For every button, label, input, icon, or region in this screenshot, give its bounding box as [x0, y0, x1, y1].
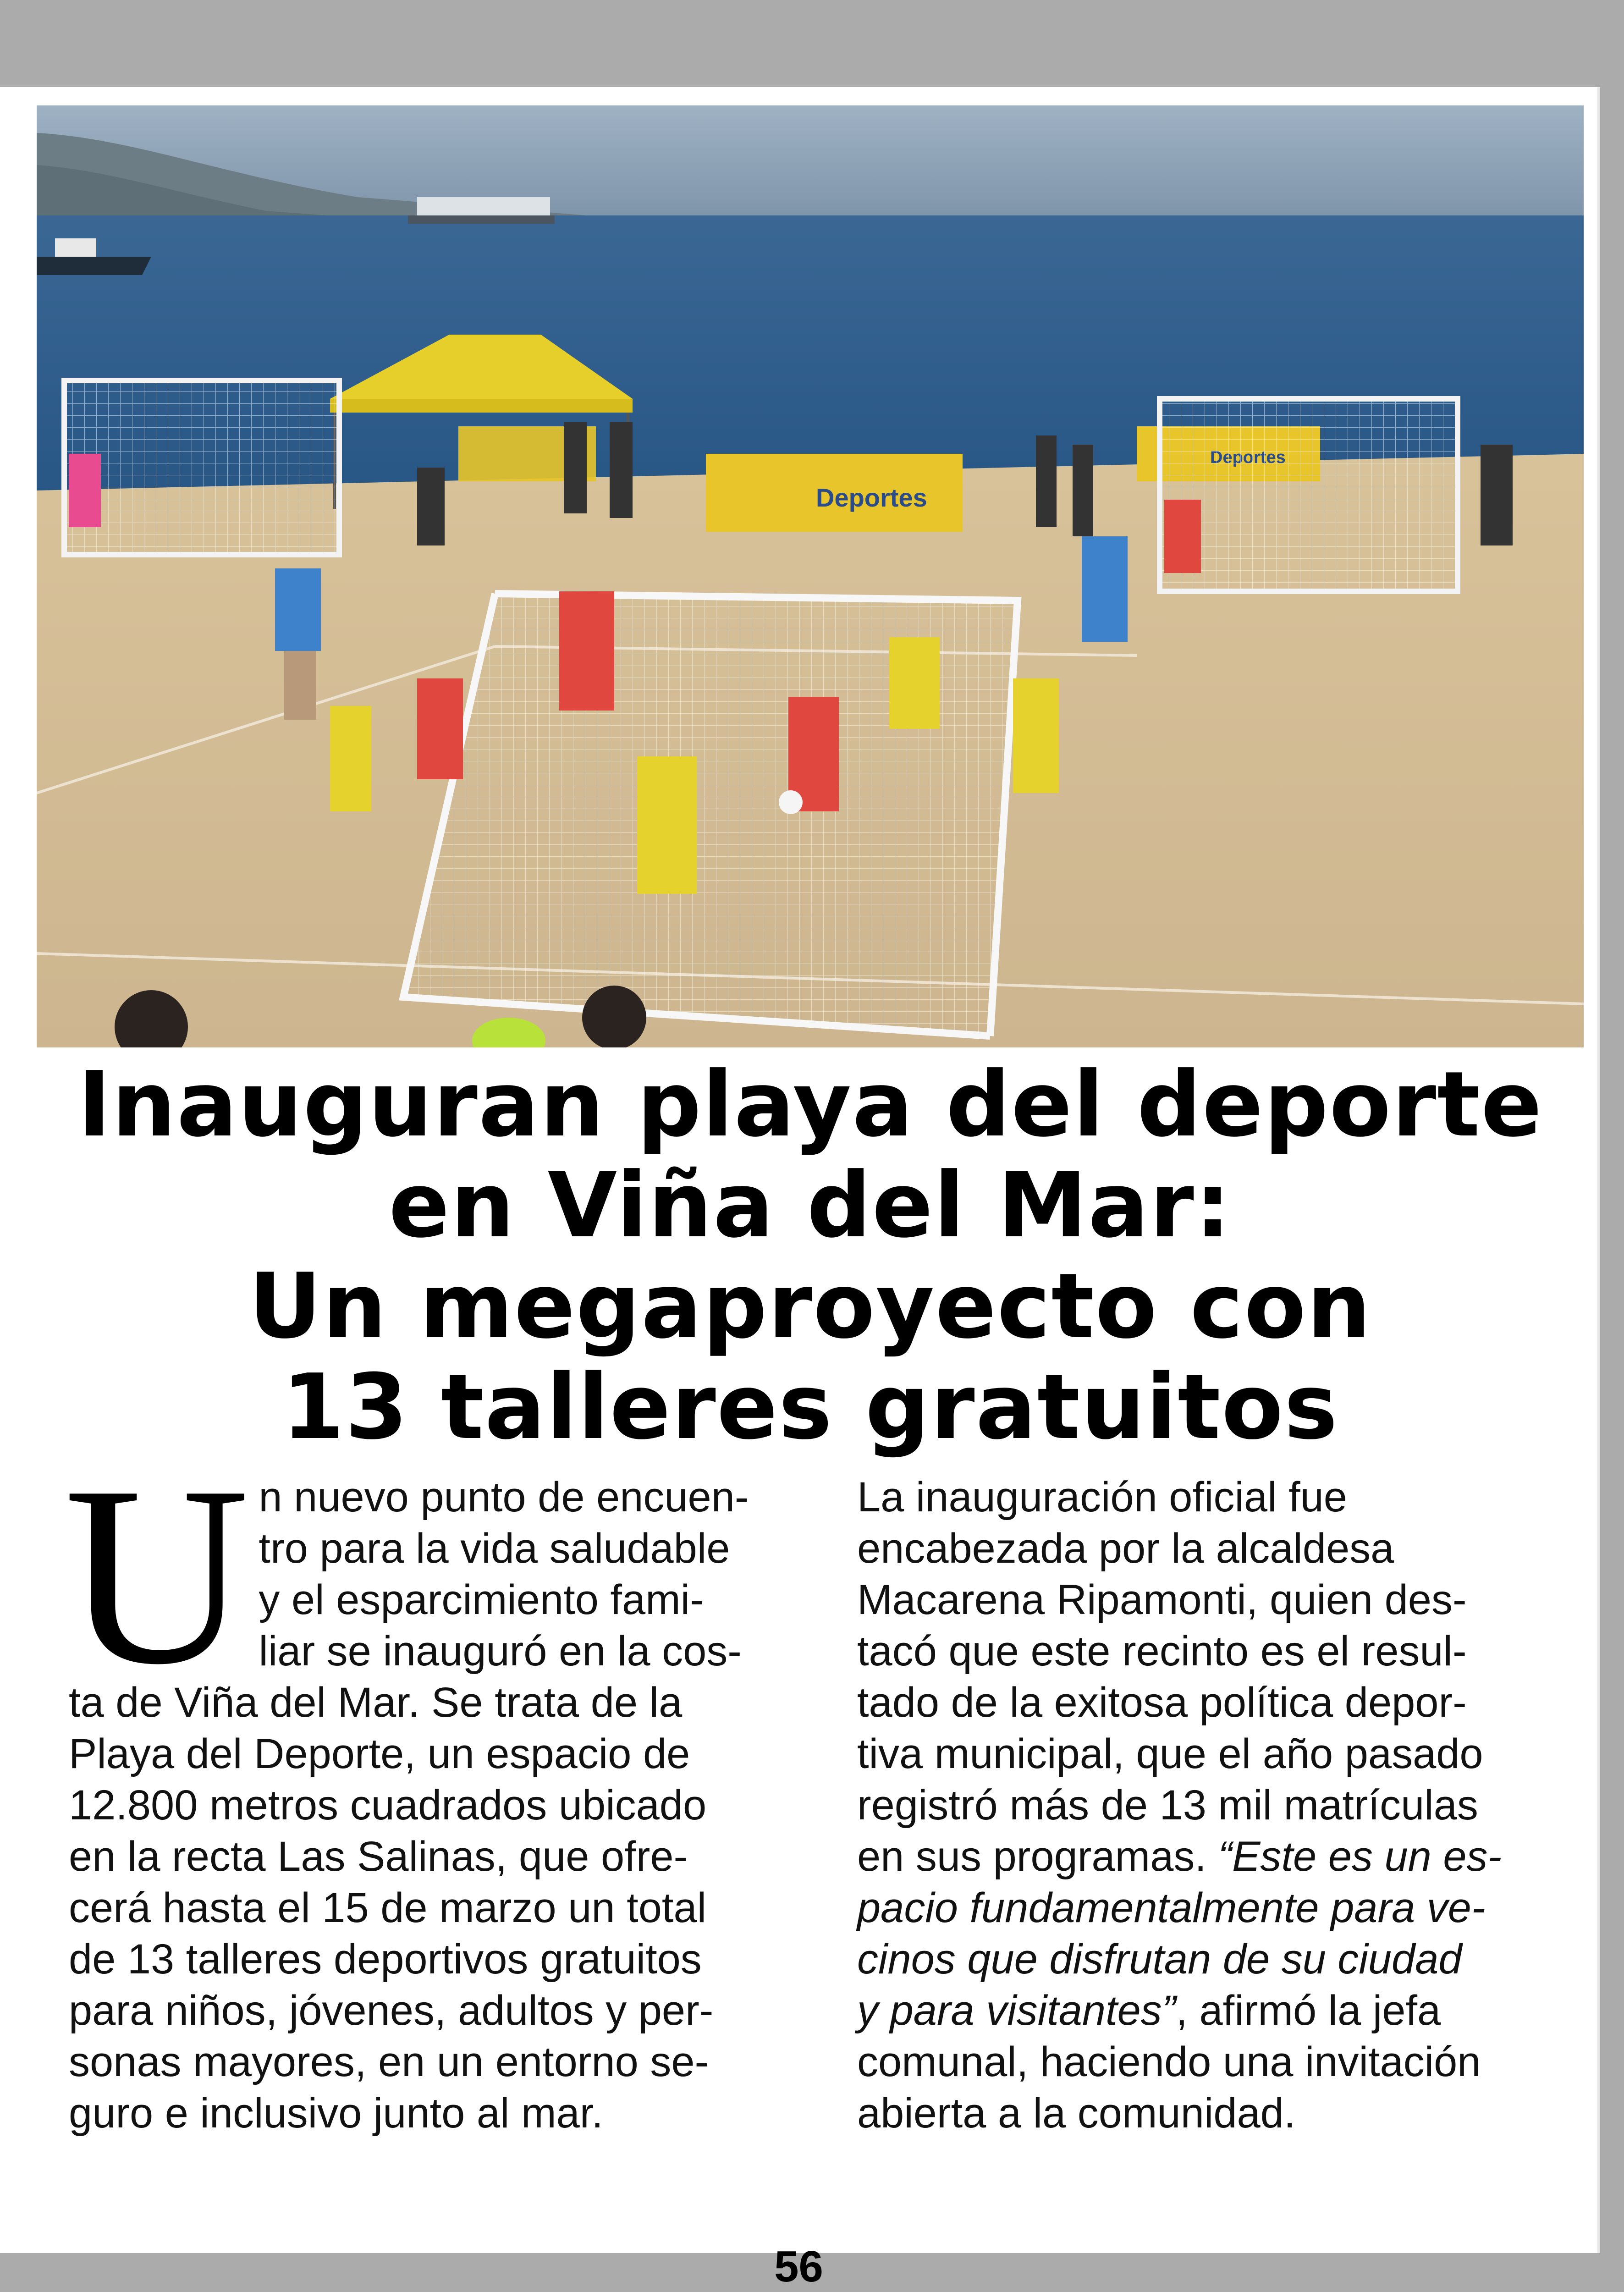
body-line: sonas mayores, en un entorno se- [69, 2039, 709, 2085]
body-line: Macarena Ripamonti, quien des- [857, 1576, 1467, 1623]
body-line [857, 1934, 1563, 1985]
body-line [857, 1831, 1563, 1882]
soccer-ball [779, 790, 803, 814]
headline-line-4: 13 talleres gratuitos [281, 1355, 1339, 1460]
body-line: 12.800 metros cuadrados ubicado [69, 1782, 707, 1829]
body-line: para niños, jóvenes, adultos y per- [69, 1987, 714, 2034]
goal-right [1160, 399, 1458, 591]
body-line: cerá hasta el 15 de marzo un total [69, 1884, 707, 1931]
body-line: abierta a la comunidad. [857, 2090, 1296, 2137]
headline-line-1: Inauguran playa del deporte [77, 1052, 1543, 1157]
photo-illustration [37, 105, 1584, 1047]
body-line: registró más de 13 mil matrículas [857, 1782, 1478, 1829]
page-number: 56 [774, 2242, 823, 2291]
body-line: tiva municipal, que el año pasado [857, 1730, 1483, 1777]
body-text: en sus programas. [857, 1833, 1218, 1880]
body-line: y el esparcimiento fami- [259, 1576, 704, 1623]
body-column-left [64, 1433, 770, 2139]
body-line: en la recta Las Salinas, que ofre- [69, 1833, 688, 1880]
body-line: La inauguración oficial fue [857, 1474, 1347, 1521]
quote-text: y para visitantes” [857, 1987, 1176, 2034]
banner-center-text: Deportes [816, 483, 927, 512]
body-line: tado de la exitosa política depor- [857, 1679, 1467, 1726]
article-headline [37, 1054, 1584, 1458]
body-column-right [857, 1471, 1563, 2139]
beach-soccer-photo [37, 105, 1584, 1047]
body-line: encabezada por la alcaldesa [857, 1525, 1394, 1572]
body-line: tacó que este recinto es el resul- [857, 1628, 1467, 1675]
quote-text: pacio fundamentalmente para ve- [857, 1884, 1486, 1931]
body-line: guro e inclusivo junto al mar. [69, 2090, 603, 2137]
goal-left [64, 380, 339, 555]
drop-cap: U [64, 1433, 250, 1718]
body-line: liar se inauguró en la cos- [259, 1628, 742, 1675]
body-line: tro para la vida saludable [259, 1525, 730, 1572]
body-line [857, 1882, 1563, 1934]
headline-line-3: Un megaproyecto con [248, 1254, 1372, 1359]
body-text: , afirmó la jefa [1176, 1987, 1441, 2034]
magazine-page [0, 87, 1600, 2291]
body-line: Playa del Deporte, un espacio de [69, 1730, 690, 1777]
quote-text: cinos que disfrutan de su ciudad [857, 1936, 1462, 1983]
body-line: de 13 talleres deportivos gratuitos [69, 1936, 702, 1983]
body-line: n nuevo punto de encuen- [259, 1474, 749, 1521]
ship-left [37, 257, 151, 275]
body-line [857, 1985, 1563, 2036]
body-line: comunal, haciendo una invitación [857, 2039, 1481, 2085]
headline-line-2: en Viña del Mar: [388, 1153, 1232, 1258]
body-line: ta de Viña del Mar. Se trata de la [69, 1679, 683, 1726]
quote-text: “Este es un es- [1218, 1833, 1502, 1880]
